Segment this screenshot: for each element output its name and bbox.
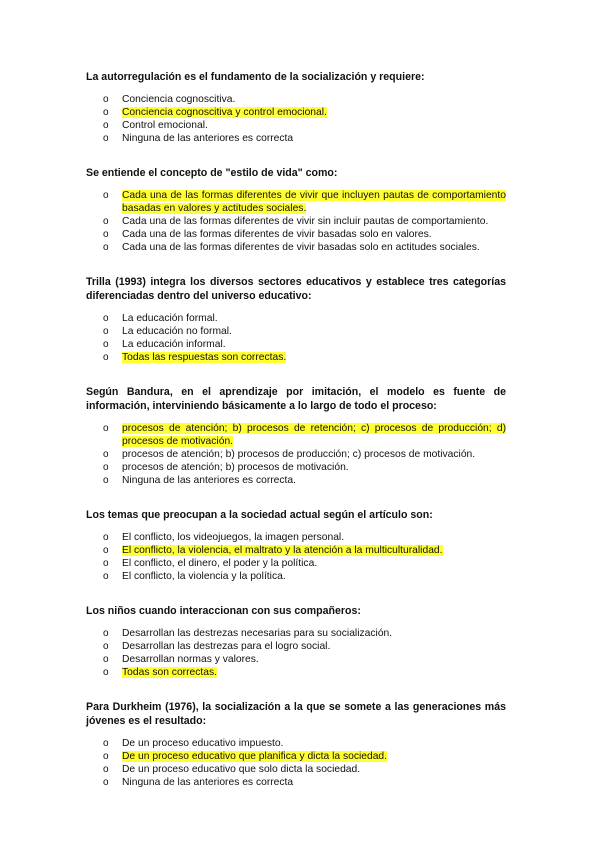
option-item [86, 570, 506, 583]
option-text: Ninguna de las anteriores es correcta. [122, 475, 296, 486]
option-text: Desarrollan las destrezas para el logro social. [122, 641, 331, 652]
option-item [86, 215, 506, 228]
option-text-highlighted: De un proceso educativo que planifica y dicta la sociedad. [122, 751, 388, 762]
question-6 [86, 604, 506, 679]
circle-bullet-icon: o [103, 313, 109, 324]
circle-bullet-icon: o [103, 423, 109, 434]
option-text: De un proceso educativo que solo dicta la sociedad. [122, 764, 361, 775]
question-title: Los niños cuando interaccionan con sus compañeros: [86, 605, 361, 617]
option-item [86, 241, 506, 254]
option-item [86, 448, 506, 461]
circle-bullet-icon: o [103, 94, 109, 105]
option-text-highlighted: Todas son correctas. [122, 667, 218, 678]
option-item [86, 325, 506, 338]
option-text: Ninguna de las anteriores es correcta [122, 133, 294, 144]
question-2 [86, 166, 506, 254]
option-list [86, 312, 506, 364]
question-title: La autorregulación es el fundamento de la socialización y requiere: [86, 71, 425, 83]
option-list [86, 189, 506, 254]
option-item-correct [86, 544, 506, 557]
circle-bullet-icon: o [103, 545, 109, 556]
circle-bullet-icon: o [103, 667, 109, 678]
option-item-correct [86, 351, 506, 364]
option-item [86, 640, 506, 653]
circle-bullet-icon: o [103, 641, 109, 652]
question-title: Trilla (1993) integra los diversos sectores educativos y establece tres categorías diferenciadas dentro del universo educativo: [86, 276, 506, 302]
circle-bullet-icon: o [103, 242, 109, 253]
circle-bullet-icon: o [103, 764, 109, 775]
option-list [86, 422, 506, 487]
question-3 [86, 275, 506, 364]
option-text-highlighted: Conciencia cognoscitiva y control emocional. [122, 107, 327, 118]
option-item [86, 119, 506, 132]
option-item-correct [86, 189, 506, 215]
circle-bullet-icon: o [103, 558, 109, 569]
option-text: procesos de atención; b) procesos de motivación. [122, 462, 349, 473]
option-text: Cada una de las formas diferentes de vivir sin incluir pautas de comportamiento. [122, 216, 489, 227]
circle-bullet-icon: o [103, 777, 109, 788]
option-list [86, 93, 506, 145]
option-item-correct [86, 666, 506, 679]
option-item-correct [86, 422, 506, 448]
option-item [86, 737, 506, 750]
option-item [86, 474, 506, 487]
option-item [86, 776, 506, 789]
option-text: Control emocional. [122, 120, 208, 131]
option-text-highlighted: Cada una de las formas diferentes de vivir que incluyen pautas de comportamiento basadas en valores y actitudes sociales. [122, 190, 506, 214]
option-text: Conciencia cognoscitiva. [122, 94, 236, 105]
question-1 [86, 70, 506, 145]
option-text: procesos de atención; b) procesos de producción; c) procesos de motivación. [122, 449, 476, 460]
option-text: Ninguna de las anteriores es correcta [122, 777, 294, 788]
option-text: Desarrollan normas y valores. [122, 654, 259, 665]
option-item-correct [86, 106, 506, 119]
option-list [86, 627, 506, 679]
circle-bullet-icon: o [103, 216, 109, 227]
option-list [86, 737, 506, 789]
option-item [86, 557, 506, 570]
question-7 [86, 700, 506, 789]
question-title: Según Bandura, en el aprendizaje por imitación, el modelo es fuente de información, interviniendo básicamente a lo largo de todo el proceso: [86, 386, 506, 412]
option-item [86, 627, 506, 640]
option-text: La educación formal. [122, 313, 218, 324]
circle-bullet-icon: o [103, 738, 109, 749]
question-title: Para Durkheim (1976), la socialización a la que se somete a las generaciones más jóvenes es el resultado: [86, 701, 506, 727]
option-item [86, 93, 506, 106]
option-text-highlighted: El conflicto, la violencia, el maltrato y la atención a la multiculturalidad. [122, 545, 443, 556]
option-item [86, 132, 506, 145]
circle-bullet-icon: o [103, 352, 109, 363]
circle-bullet-icon: o [103, 628, 109, 639]
circle-bullet-icon: o [103, 462, 109, 473]
circle-bullet-icon: o [103, 133, 109, 144]
quiz-page [86, 70, 506, 810]
circle-bullet-icon: o [103, 475, 109, 486]
circle-bullet-icon: o [103, 449, 109, 460]
question-4 [86, 385, 506, 487]
option-text: Cada una de las formas diferentes de vivir basadas solo en actitudes sociales. [122, 242, 480, 253]
option-text: La educación no formal. [122, 326, 232, 337]
circle-bullet-icon: o [103, 654, 109, 665]
circle-bullet-icon: o [103, 120, 109, 131]
circle-bullet-icon: o [103, 229, 109, 240]
question-5 [86, 508, 506, 583]
option-text: Desarrollan las destrezas necesarias para su socialización. [122, 628, 393, 639]
option-text: El conflicto, el dinero, el poder y la política. [122, 558, 318, 569]
question-title: Los temas que preocupan a la sociedad actual según el artículo son: [86, 509, 433, 521]
circle-bullet-icon: o [103, 339, 109, 350]
option-item [86, 531, 506, 544]
circle-bullet-icon: o [103, 532, 109, 543]
option-item-correct [86, 750, 506, 763]
option-text: El conflicto, la violencia y la política. [122, 571, 286, 582]
option-text-highlighted: Todas las respuestas son correctas. [122, 352, 287, 363]
option-item [86, 461, 506, 474]
circle-bullet-icon: o [103, 190, 109, 201]
option-item [86, 338, 506, 351]
option-item [86, 228, 506, 241]
circle-bullet-icon: o [103, 107, 109, 118]
circle-bullet-icon: o [103, 751, 109, 762]
option-text: La educación informal. [122, 339, 226, 350]
option-text: De un proceso educativo impuesto. [122, 738, 284, 749]
option-text: Cada una de las formas diferentes de vivir basadas solo en valores. [122, 229, 432, 240]
option-item [86, 312, 506, 325]
circle-bullet-icon: o [103, 571, 109, 582]
option-item [86, 763, 506, 776]
option-text-highlighted: procesos de atención; b) procesos de retención; c) procesos de producción; d) procesos de motivación. [122, 423, 506, 447]
option-item [86, 653, 506, 666]
question-title: Se entiende el concepto de "estilo de vida" como: [86, 167, 338, 179]
option-list [86, 531, 506, 583]
circle-bullet-icon: o [103, 326, 109, 337]
option-text: El conflicto, los videojuegos, la imagen personal. [122, 532, 345, 543]
